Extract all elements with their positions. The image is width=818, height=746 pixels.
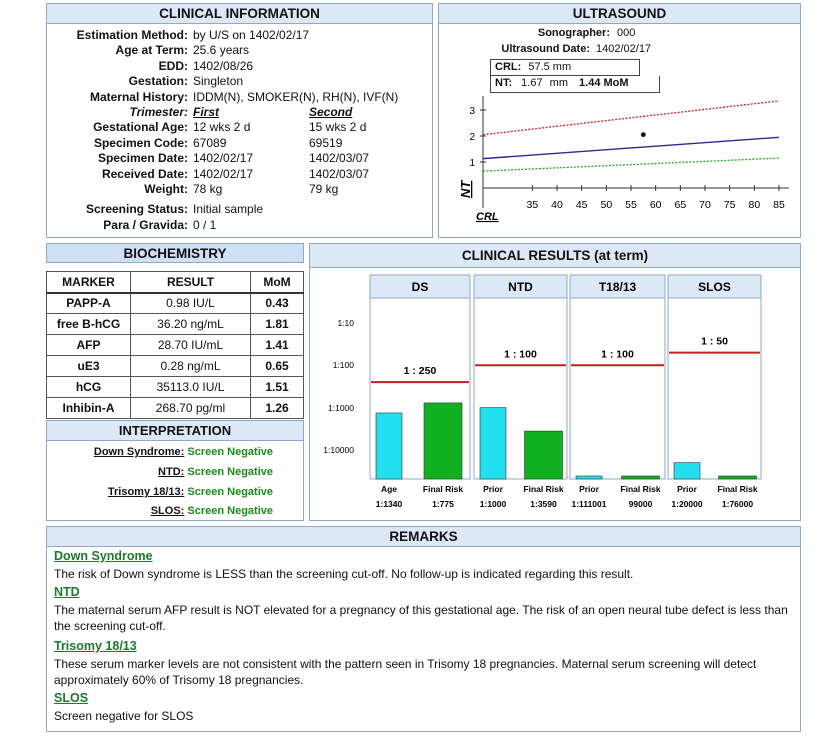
trisomy-status: Screen Negative — [187, 486, 273, 498]
age-at-term-value: 25.6 years — [193, 43, 250, 58]
final-risk-bar — [424, 403, 462, 479]
clinical-row — [47, 105, 432, 120]
gestational-age-second: 15 wks 2 d — [309, 120, 367, 135]
cutoff-label: 1 : 50 — [701, 335, 728, 348]
ultrasound-date-label: Ultrasound Date: — [501, 43, 590, 55]
y-tick-label: 1:1000 — [328, 403, 354, 413]
weight-label: Weight: — [144, 181, 188, 196]
result-cell: 35113.0 IU/L — [131, 377, 251, 398]
bar-category-label: Prior — [677, 484, 697, 494]
bar-value-label: 1:1000 — [479, 499, 507, 509]
final-risk-bar — [525, 431, 563, 479]
clinical-results-title: CLINICAL RESULTS (at term) — [310, 244, 800, 268]
biochemistry-title: BIOCHEMISTRY — [46, 243, 304, 263]
x-tick-label: 85 — [773, 199, 785, 211]
x-tick-label: 55 — [625, 199, 637, 211]
age-at-term-label: Age at Term: — [115, 43, 188, 58]
upper-limit-line — [483, 101, 779, 135]
result-panel — [570, 275, 665, 479]
clinical-results-panel — [309, 243, 801, 521]
risk-chart — [310, 269, 800, 521]
x-tick-label: 70 — [699, 199, 711, 211]
nt-measurement-point — [641, 132, 646, 137]
mom-cell: 1.26 — [251, 398, 304, 419]
sonographer-label: Sonographer: — [537, 27, 610, 39]
nt-box — [490, 76, 660, 93]
remark-heading-trisomy: Trisomy 18/13 — [54, 639, 137, 653]
x-axis-label: CRL — [476, 211, 499, 223]
clinical-row — [47, 120, 432, 135]
median-line — [483, 137, 779, 158]
ntd-status: Screen Negative — [187, 466, 273, 478]
specimen-code-first: 67089 — [193, 135, 227, 150]
remark-text-down-syndrome: The risk of Down syndrome is LESS than the screening cut-off. No follow-up is indicated regarding this result. — [54, 567, 634, 581]
bar-category-label: Final Risk — [523, 484, 564, 494]
cutoff-label: 1 : 250 — [403, 365, 437, 378]
prior-risk-bar — [674, 463, 700, 479]
bar-value-label: 1:3590 — [530, 499, 557, 509]
column-header-mom: MoM — [251, 272, 304, 293]
marker-cell: free B-hCG — [47, 314, 131, 335]
clinical-row — [47, 90, 432, 105]
prior-risk-bar — [376, 413, 402, 479]
ntd-key: NTD: — [158, 466, 185, 478]
table-row — [47, 356, 304, 377]
lower-limit-line — [483, 158, 779, 171]
result-cell: 36.20 ng/mL — [131, 314, 251, 335]
screening-status-value: Initial sample — [193, 202, 264, 217]
prior-risk-bar — [576, 476, 602, 479]
column-header-marker: MARKER — [47, 272, 131, 293]
maternal-history-label: Maternal History: — [89, 89, 188, 104]
marker-cell: Inhibin-A — [47, 398, 131, 419]
crl-value: 57.5 mm — [528, 61, 572, 73]
bar-category-label: Final Risk — [717, 484, 758, 494]
x-tick-label: 60 — [649, 199, 662, 211]
sonographer-value: 000 — [617, 27, 636, 39]
bar-value-label: 1:1340 — [375, 499, 403, 509]
ultrasound-title: ULTRASOUND — [439, 4, 800, 24]
slos-key: SLOS: — [150, 505, 185, 517]
trisomy-key: Trisomy 18/13: — [107, 486, 185, 498]
gestational-age-label: Gestational Age: — [93, 120, 188, 135]
clinical-information-panel — [46, 3, 433, 238]
x-tick-label: 40 — [551, 199, 563, 211]
clinical-row — [47, 151, 432, 166]
clinical-information-title: CLINICAL INFORMATION — [47, 4, 432, 24]
specimen-code-second: 69519 — [309, 135, 343, 150]
weight-first: 78 kg — [193, 181, 223, 196]
result-cell: 0.98 IU/L — [131, 293, 251, 314]
y-tick-label: 1:10 — [337, 318, 354, 328]
clinical-row — [47, 182, 432, 197]
bar-category-label: Final Risk — [620, 484, 661, 494]
x-tick-label: 65 — [674, 199, 687, 211]
specimen-date-label: Specimen Date: — [97, 151, 188, 166]
clinical-row — [47, 28, 432, 43]
remark-heading-slos: SLOS — [54, 691, 89, 705]
remark-text-trisomy: These serum marker levels are not consistent with the pattern seen in Trisomy 18 pregnancies. Maternal serum screening will detect approximately 60% of Trisomy 18 pregnancies. — [54, 657, 757, 687]
table-row — [47, 377, 304, 398]
bar-category-label: Prior — [579, 484, 599, 494]
result-panel-title: NTD — [508, 280, 533, 294]
clinical-information-rows — [47, 28, 432, 233]
table-header-row — [47, 272, 304, 293]
x-tick-label: 50 — [600, 199, 613, 211]
clinical-row — [47, 59, 432, 74]
remarks-panel — [46, 526, 801, 732]
bar-value-label: 1:111001 — [571, 499, 607, 509]
result-cell: 268.70 pg/ml — [131, 398, 251, 419]
x-tick-label: 80 — [748, 199, 761, 211]
bar-category-label: Prior — [483, 484, 503, 494]
edd-value: 1402/08/26 — [193, 58, 254, 73]
result-cell: 0.28 ng/mL — [131, 356, 251, 377]
remark-text-ntd: The maternal serum AFP result is NOT elevated for a pregnancy of this gestational age. The risk of an open neural tube defect is less than the screening cut-off. — [54, 603, 788, 633]
mom-cell: 1.81 — [251, 314, 304, 335]
remark-text-slos: Screen negative for SLOS — [54, 709, 194, 723]
bar-value-label: 1:76000 — [721, 499, 754, 509]
clinical-row — [47, 136, 432, 151]
gestational-age-first: 12 wks 2 d — [193, 120, 251, 135]
result-panel-title: DS — [411, 280, 429, 294]
trimester-first: First — [193, 104, 220, 119]
final-risk-bar — [719, 476, 757, 479]
clinical-row — [47, 43, 432, 58]
remark-heading-down-syndrome: Down Syndrome — [54, 549, 153, 563]
screening-status-label: Screening Status: — [85, 202, 188, 217]
final-risk-bar — [622, 476, 660, 479]
trimester-second: Second — [309, 104, 353, 119]
column-header-result: RESULT — [131, 272, 251, 293]
y-tick-label: 3 — [469, 106, 475, 117]
specimen-date-first: 1402/02/17 — [193, 151, 254, 166]
gestation-value: Singleton — [193, 74, 244, 89]
clinical-row — [47, 167, 432, 182]
remarks-title: REMARKS — [47, 527, 800, 547]
maternal-history-value: IDDM(N), SMOKER(N), RH(N), IVF(N) — [193, 89, 399, 104]
ultrasound-panel — [438, 3, 801, 238]
specimen-code-label: Specimen Code: — [93, 135, 188, 150]
estimation-method-label: Estimation Method: — [76, 28, 188, 42]
para-gravida-value: 0 / 1 — [193, 217, 217, 232]
specimen-date-second: 1402/03/07 — [309, 151, 370, 166]
received-date-second: 1402/03/07 — [309, 166, 370, 181]
table-row — [47, 293, 304, 314]
received-date-first: 1402/02/17 — [193, 166, 254, 181]
x-tick-label: 35 — [526, 199, 539, 211]
para-gravida-label: Para / Gravida: — [103, 217, 188, 232]
cutoff-label: 1 : 100 — [601, 348, 634, 361]
bar-category-label: Age — [380, 484, 398, 494]
mom-cell: 1.41 — [251, 335, 304, 356]
result-cell: 28.70 IU/mL — [131, 335, 251, 356]
down-syndrome-key: Down Syndrome: — [93, 446, 185, 458]
nt-unit: mm — [549, 77, 568, 89]
nt-value: 1.67 — [521, 77, 543, 89]
interpretation-panel — [46, 420, 304, 521]
prior-risk-bar — [480, 408, 506, 479]
trimester-label: Trimester: — [129, 104, 188, 119]
down-syndrome-status: Screen Negative — [187, 446, 273, 458]
marker-cell: PAPP-A — [47, 293, 131, 314]
result-panel-title: SLOS — [698, 280, 731, 294]
bar-value-label: 99000 — [628, 499, 653, 509]
estimation-method-value: by U/S on 1402/02/17 — [193, 28, 310, 42]
marker-cell: uE3 — [47, 356, 131, 377]
nt-mom: 1.44 MoM — [579, 77, 629, 89]
clinical-row — [47, 74, 432, 89]
y-tick-label: 1:10000 — [323, 445, 354, 455]
ultrasound-date-value: 1402/02/17 — [596, 43, 652, 55]
mom-cell: 0.65 — [251, 356, 304, 377]
x-tick-label: 75 — [723, 199, 736, 211]
table-row — [47, 398, 304, 419]
mom-cell: 0.43 — [251, 293, 304, 314]
y-axis-label: NT — [458, 180, 473, 198]
nt-crl-chart — [439, 96, 800, 236]
received-date-label: Received Date: — [101, 166, 188, 181]
clinical-row — [47, 202, 432, 217]
bar-value-label: 1:775 — [432, 499, 454, 509]
marker-cell: AFP — [47, 335, 131, 356]
crl-box — [490, 59, 640, 76]
crl-label: CRL: — [495, 61, 522, 73]
weight-second: 79 kg — [309, 181, 339, 196]
marker-cell: hCG — [47, 377, 131, 398]
table-row — [47, 335, 304, 356]
cutoff-label: 1 : 100 — [504, 348, 537, 361]
y-tick-label: 1:100 — [332, 360, 354, 370]
nt-label: NT: — [495, 77, 513, 89]
slos-status: Screen Negative — [187, 505, 273, 517]
table-row — [47, 314, 304, 335]
clinical-row — [47, 218, 432, 233]
mom-cell: 1.51 — [251, 377, 304, 398]
y-tick-label: 2 — [469, 132, 475, 143]
result-panel — [668, 275, 761, 479]
edd-label: EDD: — [158, 58, 188, 73]
bar-value-label: 1:20000 — [671, 499, 703, 509]
biochemistry-panel — [46, 243, 304, 264]
x-tick-label: 45 — [575, 199, 588, 211]
remark-heading-ntd: NTD — [54, 585, 80, 599]
result-panel-title: T18/13 — [598, 280, 637, 294]
bar-category-label: Final Risk — [422, 484, 464, 494]
y-tick-label: 1 — [469, 158, 475, 169]
biochemistry-table — [46, 271, 304, 419]
interpretation-title: INTERPRETATION — [47, 421, 303, 441]
gestation-label: Gestation: — [128, 74, 188, 89]
